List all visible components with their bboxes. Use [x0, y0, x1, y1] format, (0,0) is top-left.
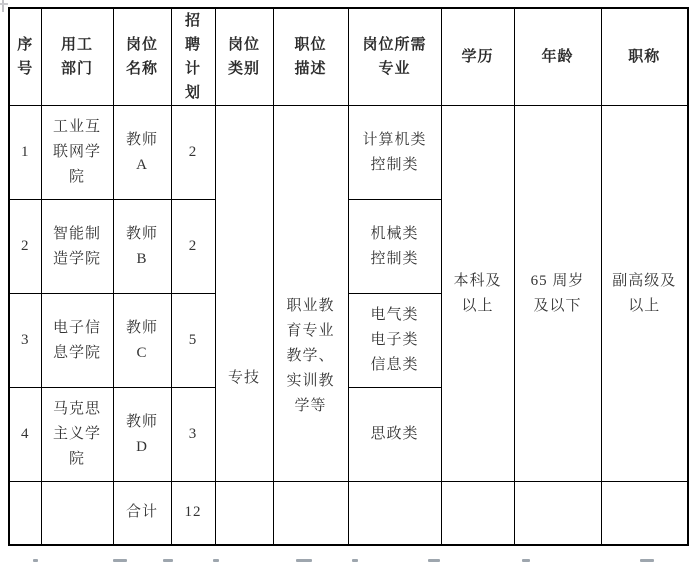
category-text: 专技 [227, 369, 260, 386]
cell-department: 马克思 主义学 院 [41, 388, 113, 482]
cell-empty [41, 482, 113, 545]
cell-majors: 思政类 [348, 388, 441, 482]
cell-plan: 2 [171, 106, 215, 200]
header-cell-majors: 岗位所需 专业 [348, 8, 441, 106]
header-cell-plan: 招 聘 计 划 [171, 8, 215, 106]
cell-empty [348, 482, 441, 545]
merged-cell-age: 65 周岁 及以下 [514, 106, 601, 482]
header-cell-description: 职位 描述 [273, 8, 348, 106]
cell-department: 智能制 造学院 [41, 200, 113, 294]
cell-position: 教师 A [113, 106, 171, 200]
total-value: 12 [171, 482, 215, 545]
cell-plan: 5 [171, 294, 215, 388]
clipped-text-fragments [0, 559, 695, 566]
header-cell-age: 年龄 [514, 8, 601, 106]
cell-empty [9, 482, 41, 545]
cell-empty [273, 482, 348, 545]
description-text: 职业教 育专业 教学、 实训教 学等 [286, 297, 335, 414]
header-cell-education: 学历 [441, 8, 514, 106]
header-cell-category: 岗位 类别 [215, 8, 273, 106]
cell-department: 工业互 联网学 院 [41, 106, 113, 200]
header-cell-position: 岗位 名称 [113, 8, 171, 106]
table-row-1 [9, 106, 688, 200]
header-cell-job-title: 职称 [601, 8, 688, 106]
merged-cell-job-title: 副高级及 以上 [601, 106, 688, 482]
cell-position: 教师 C [113, 294, 171, 388]
cell-majors: 电气类 电子类 信息类 [348, 294, 441, 388]
header-cell-department: 用工 部门 [41, 8, 113, 106]
cell-empty [215, 482, 273, 545]
cell-position: 教师 D [113, 388, 171, 482]
total-row [9, 482, 688, 545]
cell-empty [601, 482, 688, 545]
cell-serial-no: 2 [9, 200, 41, 294]
header-cell-serial-no: 序 号 [9, 8, 41, 106]
cell-empty [441, 482, 514, 545]
cell-serial-no: 4 [9, 388, 41, 482]
cell-majors: 计算机类 控制类 [348, 106, 441, 200]
cell-empty [514, 482, 601, 545]
cell-majors: 机械类 控制类 [348, 200, 441, 294]
recruitment-table [8, 7, 689, 546]
cell-serial-no: 1 [9, 106, 41, 200]
merged-cell-description [273, 106, 348, 482]
merged-cell-category [215, 106, 273, 482]
header-row [9, 8, 688, 106]
merged-cell-education: 本科及 以上 [441, 106, 514, 482]
cell-plan: 3 [171, 388, 215, 482]
cell-department: 电子信 息学院 [41, 294, 113, 388]
cell-plan: 2 [171, 200, 215, 294]
cell-position: 教师 B [113, 200, 171, 294]
cell-serial-no: 3 [9, 294, 41, 388]
total-label: 合计 [113, 482, 171, 545]
